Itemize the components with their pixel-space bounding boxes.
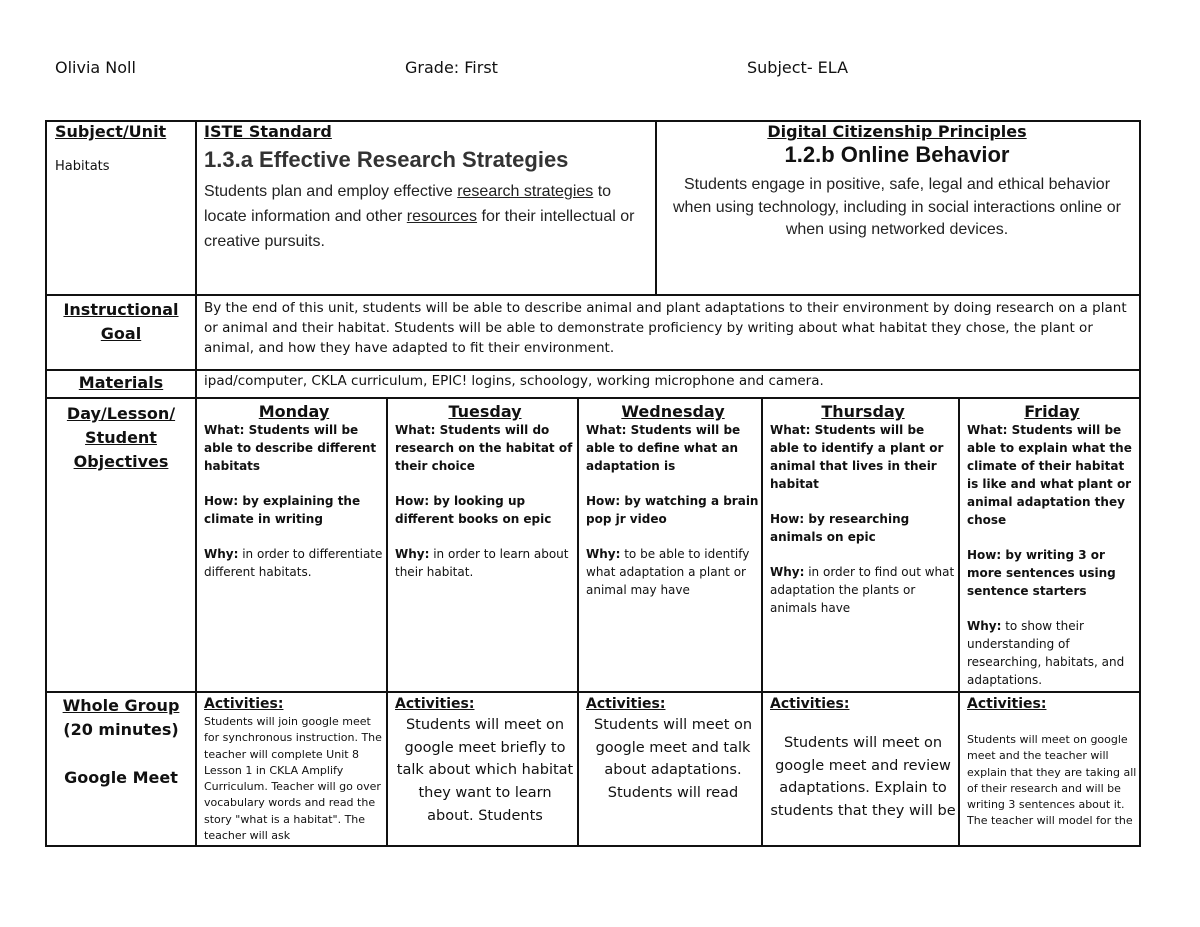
teacher-name: Olivia Noll	[55, 58, 136, 77]
monday-activities	[204, 694, 384, 844]
subject-unit-label: Subject/Unit	[55, 122, 167, 141]
materials-label: Materials	[78, 373, 164, 392]
whole-group-minutes: (20 minutes)	[63, 720, 179, 739]
wednesday-activities	[586, 694, 760, 844]
activities-label: Activities:	[770, 696, 850, 712]
activities-label: Activities:	[967, 696, 1047, 712]
activities-label: Activities:	[204, 696, 284, 712]
wednesday-activity-text: Students will meet on google meet and talk about adaptations. Students will read	[593, 717, 753, 802]
digital-citizenship-text: Students engage in positive, safe, legal and ethical behavior when using technology, including in social interactions online or when using networked devices.	[673, 176, 1121, 238]
activities-label: Activities:	[586, 696, 666, 712]
goal-label-cell	[47, 296, 195, 368]
whole-group-label: Whole Group	[62, 696, 180, 715]
day-tuesday: Tuesday	[448, 402, 522, 421]
instructional-goal-label: Instructional Goal	[63, 300, 179, 343]
day-thursday: Thursday	[821, 402, 905, 421]
materials-text-cell	[204, 371, 1136, 396]
unit-name: Habitats	[55, 159, 110, 174]
friday-activities	[967, 694, 1137, 844]
tuesday-activities	[395, 694, 575, 844]
lesson-plan-table	[45, 120, 1141, 847]
day-friday: Friday	[1024, 402, 1080, 421]
whole-group-cell	[47, 694, 195, 844]
iste-standard-label: ISTE Standard	[204, 122, 332, 141]
materials-text: ipad/computer, CKLA curriculum, EPIC! logins, schoology, working microphone and camera.	[204, 373, 824, 389]
digital-citizenship-title: 1.2.b Online Behavior	[784, 142, 1010, 167]
tuesday-objectives: Tuesday What: Students will do research on the habitat of their choice How: by looking up different books on epic Why: in order to learn about their habitat.	[395, 402, 575, 690]
goal-text-cell	[204, 298, 1136, 368]
wednesday-objectives: Wednesday What: Students will be able to define what an adaptation is How: by watching a brain pop jr video Why: to be able to identify what adaptation a plant or animal may have	[586, 402, 759, 597]
iste-standard-cell	[204, 122, 652, 292]
objectives-label-cell	[47, 400, 195, 690]
friday-activity-text: Students will meet on google meet and the teacher will explain that they are taking all of their research and will be writing 3 sentences about it. The teacher will model for the	[967, 733, 1137, 828]
subject-label: Subject- ELA	[747, 58, 849, 77]
grade-label: Grade: First	[405, 58, 498, 77]
digital-citizenship-cell	[667, 122, 1127, 292]
objectives-label: Day/Lesson/ Student Objectives	[66, 404, 176, 471]
iste-standard-text: Students plan and employ effective research strategies to locate information and other resources for their intellectual or creative pursuits.	[204, 183, 635, 250]
friday-objectives: Friday What: Students will be able to explain what the climate of their habitat is like and what plant or animal adaptation they chose How: by writing 3 or more sentences using sentence starters Why: to show their understanding of researching, habitats, and adaptations.	[967, 402, 1137, 690]
subject-unit-cell	[55, 122, 193, 292]
thursday-activity-text: Students will meet on google meet and review adaptations. Explain to students that they will be	[770, 735, 956, 820]
activities-label: Activities:	[395, 696, 475, 712]
instructional-goal-text: By the end of this unit, students will be able to describe animal and plant adaptations to their environment by doing research on a plant or animal and their habitat. Students will be able to demonstrate proficiency by writing about what habitat they chose, the plant or animal, and how they have adapted to fit their environment.	[204, 300, 1127, 356]
monday-objectives: Monday What: Students will be able to describe different habitats How: by explaining the climate in writing Why: in order to differentiate different habitats.	[204, 402, 383, 579]
materials-label-cell	[47, 371, 195, 396]
research-strategies-link[interactable]: research strategies	[457, 183, 594, 200]
tuesday-activity-text: Students will meet on google meet briefly to talk about which habitat they want to learn about. Students	[396, 717, 574, 824]
day-monday: Monday	[258, 402, 330, 421]
thursday-objectives: Thursday What: Students will be able to identify a plant or animal that lives in their habitat How: by researching animals on epic Why: in order to find out what adaptation the plants or animals have	[770, 402, 955, 615]
resources-link[interactable]: resources	[406, 208, 478, 225]
day-wednesday: Wednesday	[621, 402, 725, 421]
monday-activity-text: Students will join google meet for synchronous instruction. The teacher will complete Unit 8 Lesson 1 in CKLA Amplify Curriculum. Teacher will go over vocabulary words and read the story "what is a habitat". The teacher will ask	[204, 715, 382, 843]
digital-citizenship-label: Digital Citizenship Principles	[767, 122, 1027, 141]
iste-standard-title: 1.3.a Effective Research Strategies	[204, 147, 569, 172]
thursday-activities	[770, 694, 956, 844]
whole-group-platform: Google Meet	[64, 768, 178, 787]
